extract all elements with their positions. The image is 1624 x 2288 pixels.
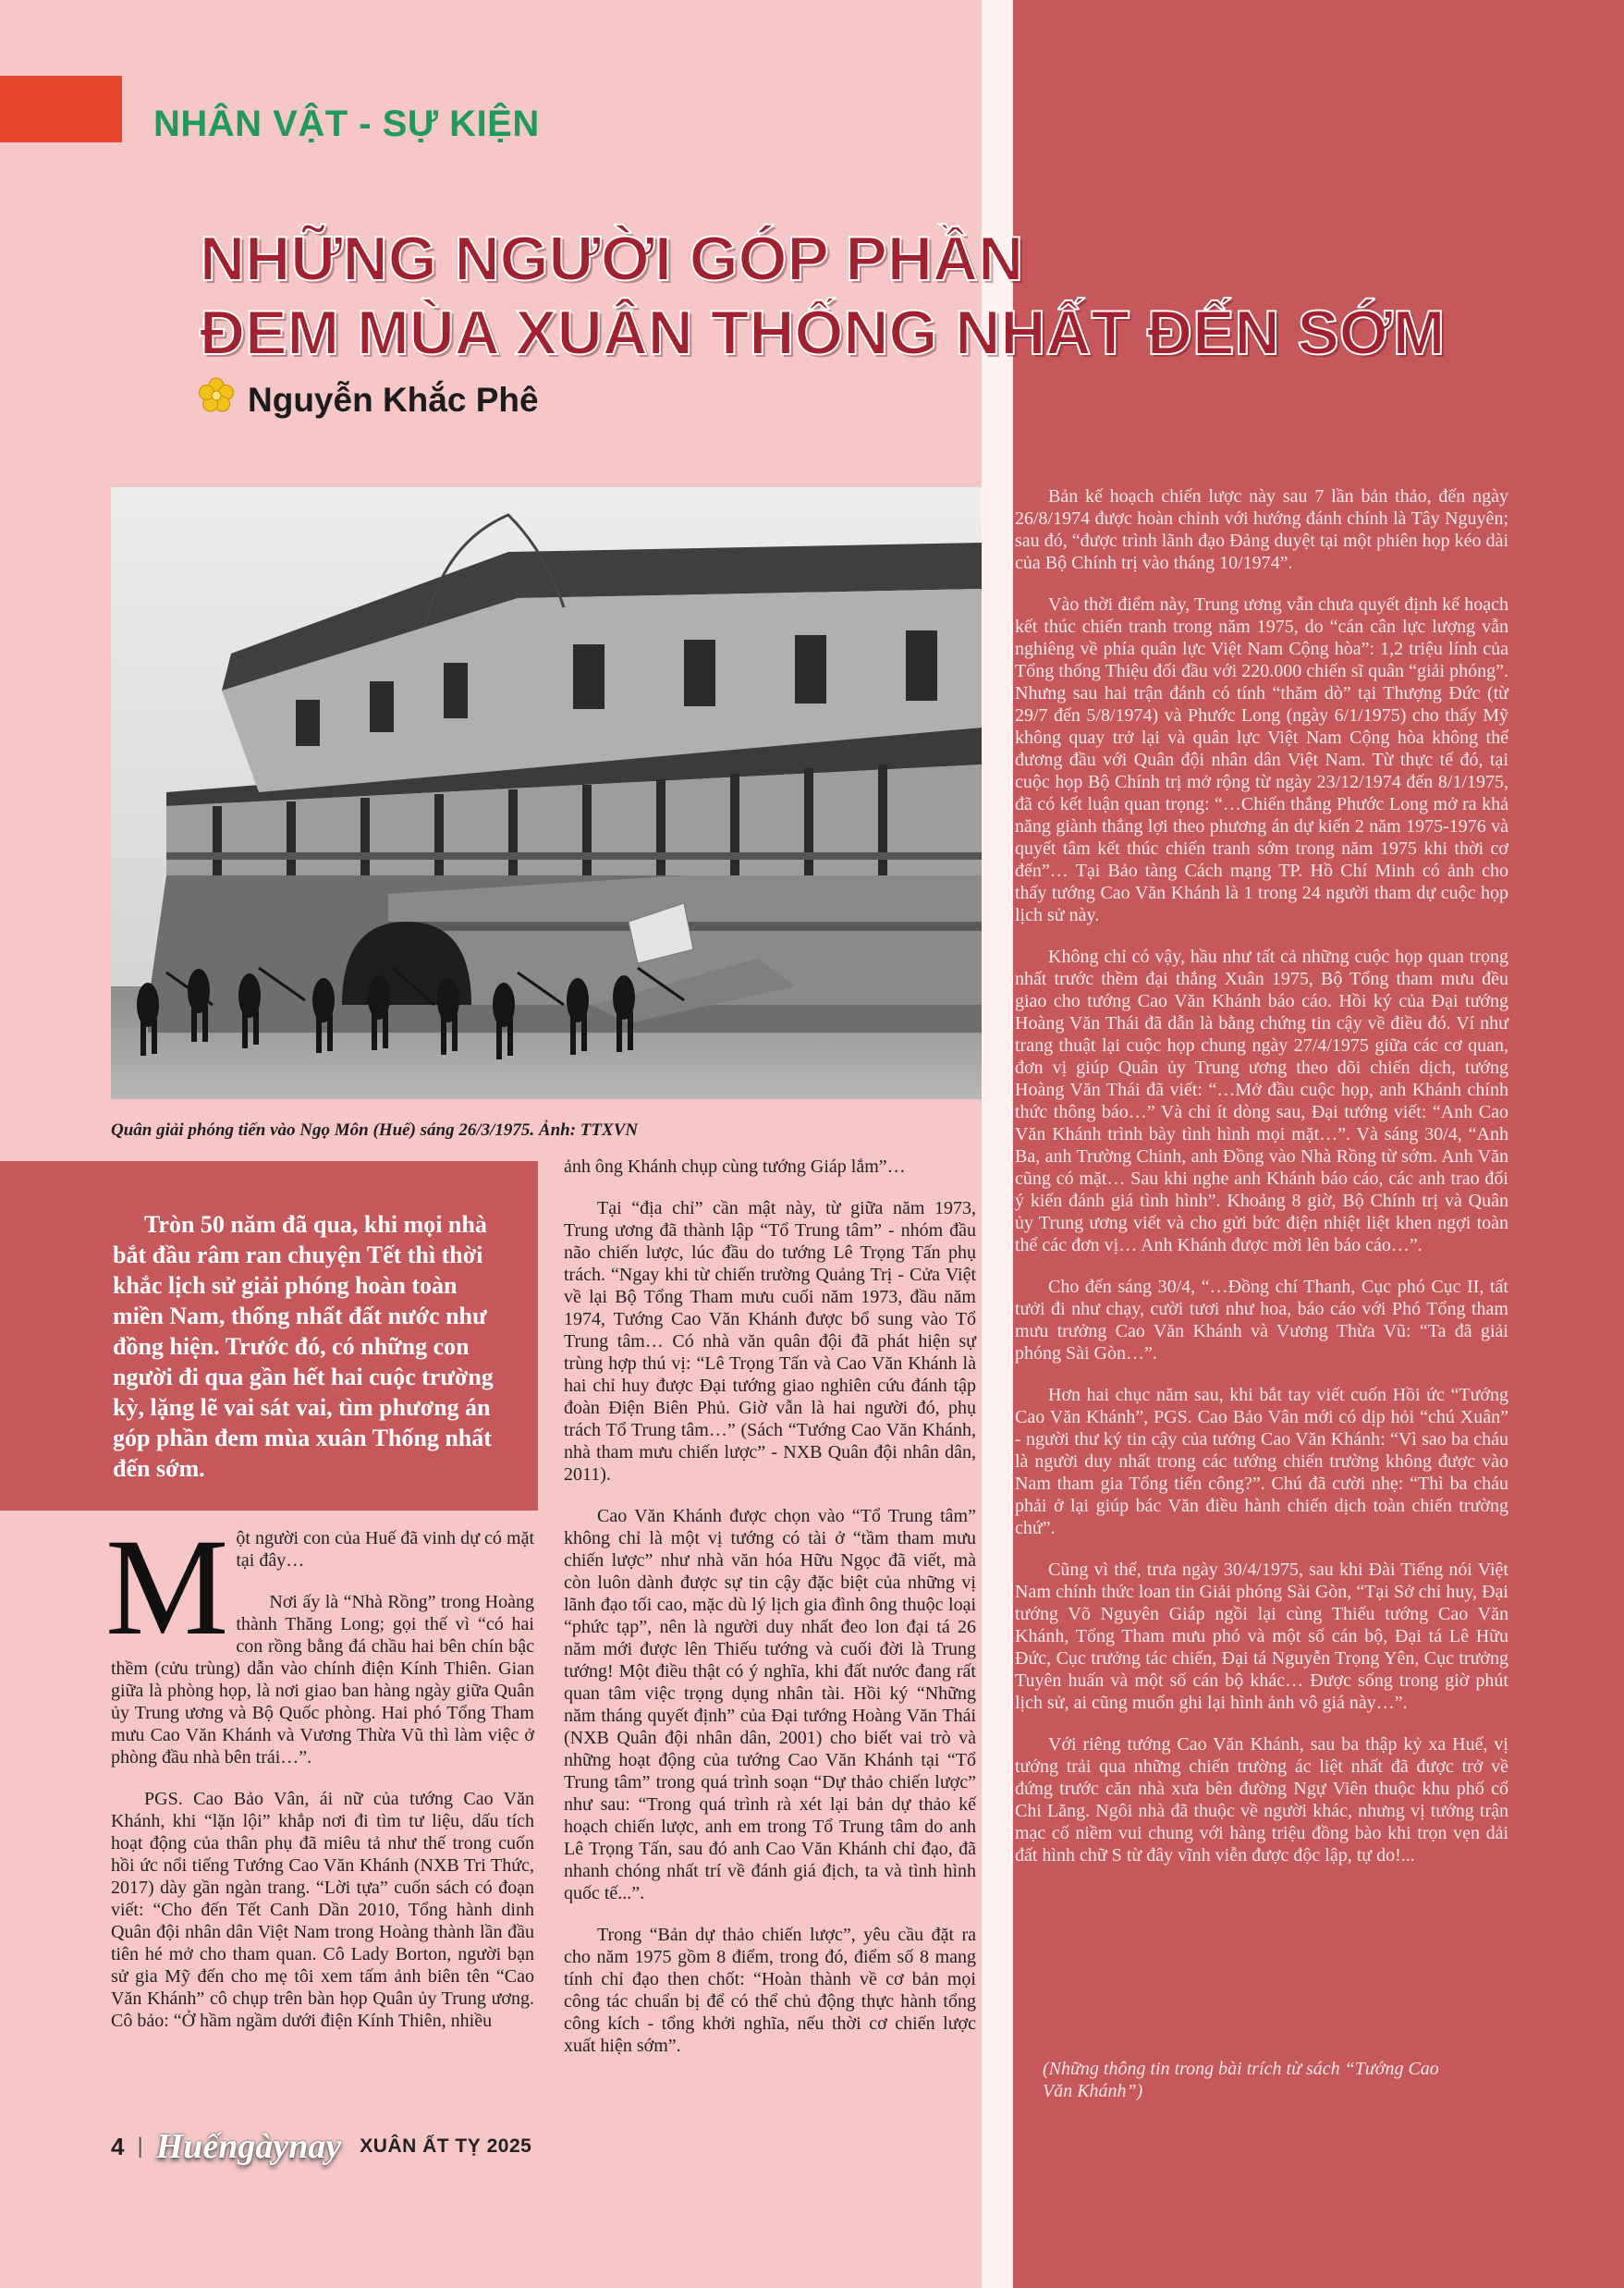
paragraph: Tại “địa chỉ” cần mật này, từ giữa năm 1973, Trung ương đã thành lập “Tổ Trung tâm” - nhóm đầu não chiến lược, lúc đầu do tướng Lê Trọng Tấn phụ trách. “Ngay khi từ chiến trường Quảng Trị - Cửa Việt về lại Bộ Tổng Tham mưu cuối năm 1973, đầu năm 1974, Tướng Cao Văn Khánh được bổ sung vào Tổ Trung tâm… Có nhà văn quân đội đã phát hiện sự trùng hợp thú vị: “Lê Trọng Tấn và Cao Văn Khánh là hai chỉ huy được Đại tướng giao nghiên cứu đánh tập đoàn Điện Biên Phủ. Giờ vẫn là hai người đó, phụ trách Tổ Trung tâm…” (Sách “Tướng Cao Văn Khánh, nhà tham mưu chiến lược” - NXB Quân đội nhân dân, 2011). [564, 1198, 976, 1485]
paragraph: Nơi ấy là “Nhà Rồng” trong Hoàng thành Thăng Long; gọi thế vì “có hai con rồng bằng đá chầu hai bên chín bậc thềm (cửu trùng) dẫn vào chính điện Kính Thiên. Gian giữa là phòng họp, là nơi giao ban hàng ngày giữa Quân ủy Trung ương và Bộ Quốc phòng. Hai phó Tổng Tham mưu Cao Văn Khánh và Vương Thừa Vũ thì làm việc ở phòng đầu nhà bên trái…”. [111, 1592, 534, 1768]
source-note: (Những thông tin trong bài trích từ sách “Tướng Cao Văn Khánh”) [1043, 2059, 1439, 2101]
dropcap-letter: M [105, 1511, 229, 1664]
paragraph: Vào thời điểm này, Trung ương vẫn chưa quyết định kế hoạch kết thúc chiến tranh trong năm 1975, do “cán cân lực lượng vẫn nghiêng về phía quân lực Việt Nam Cộng hòa”: 1,2 triệu lính của Tổng thống Thiệu đối đầu với 220.000 chiến sĩ quân “giải phóng”. Nhưng sau hai trận đánh có tính “thăm dò” tại Thượng Đức (từ 29/7 đến 5/8/1974) và Phước Long (ngày 6/1/1975) cho thấy Mỹ không quay trở lại và quân lực Việt Nam Cộng hòa không thể đương đầu với Quân đội nhân dân Việt Nam. Từ thực tế đó, tại cuộc họp Bộ Chính trị mở rộng từ ngày 23/12/1974 đến 8/1/1975, đã có kết luận quan trọng: “…Chiến thắng Phước Long mở ra khả năng giành thắng lợi theo phương án dự kiến 2 năm 1975-1976 và quyết tâm kết thúc chiến tranh sớm trong năm 1975 khi thời cơ đến”… Tại Bảo tàng Cách mạng TP. Hồ Chí Minh có ảnh cho thấy tướng Cao Văn Khánh là 1 trong 24 người tham dự cuộc họp lịch sử này. [1015, 594, 1508, 925]
article-title [200, 222, 1445, 370]
lead-paragraph: Tròn 50 năm đã qua, khi mọi nhà bắt đầu râm ran chuyện Tết thì thời khắc lịch sử giải phóng hoàn toàn miền Nam, thống nhất đất nước như đồng hiện. Trước đó, có những con người đi qua gần hết hai cuộc trường kỳ, lặng lẽ vai sát vai, tìm phương án góp phần đem mùa xuân Thống nhất đến sớm. [113, 1211, 494, 1482]
paragraph: Bản kế hoạch chiến lược này sau 7 lần bản thảo, đến ngày 26/8/1974 được hoàn chỉnh với hướng đánh chính là Tây Nguyên; sau đó, “được trình lãnh đạo Đảng duyệt tại một phiên họp kéo dài của Bộ Chính trị vào tháng 10/1974”. [1015, 486, 1508, 573]
photo-caption: Quân giải phóng tiến vào Ngọ Môn (Huế) sáng 26/3/1975. Ảnh: TTXVN [111, 1120, 639, 1140]
article-column-1 [105, 1511, 534, 2051]
paragraph: ột người con của Huế đã vinh dự có mặt tại đây… [236, 1528, 534, 1571]
title-line-2: ĐEM MÙA XUÂN THỐNG NHẤT ĐẾN SỚM [200, 298, 1446, 368]
section-label: NHÂN VẬT - SỰ KIỆN [153, 104, 540, 144]
historical-photo [111, 487, 982, 1099]
author-name: Nguyễn Khắc Phê [248, 380, 539, 419]
magazine-logo: Huếngàynay [155, 2127, 342, 2166]
paragraph: Với riêng tướng Cao Văn Khánh, sau ba thập kỷ xa Huế, vị tướng trải qua những chiến trường ác liệt nhất đã được trở về đứng trước căn nhà xưa bên đường Ngự Viên thuộc khu phố cổ Chi Lăng. Ngôi nhà đã thuộc về người khác, nhưng vị tướng trận mạc cố niềm vui chung với hàng triệu đồng bào khi trọn vẹn dải đất hình chữ S từ đây vĩnh viễn được độc lập, tự do!... [1015, 1734, 1508, 1866]
issue-label: XUÂN ẤT TỴ 2025 [360, 2135, 532, 2157]
page-footer [111, 2126, 531, 2167]
paragraph: Cũng vì thế, trưa ngày 30/4/1975, sau khi Đài Tiếng nói Việt Nam chính thức loan tin Giải phóng Sài Gòn, “Tại Sở chỉ huy, Đại tướng Võ Nguyên Giáp ngồi lại cùng Thiếu tướng Cao Văn Khánh, Tổng Tham mưu phó và một số cán bộ, Đại tá Lê Hữu Đức, Cục trưởng tác chiến, Đại tá Nguyễn Trọng Yên, Cục trưởng Tuyên huấn và một số cán bộ khác… Được sống trong giờ phút lịch sử, ai cũng muốn ghi lại hình ảnh vô giá này…”. [1015, 1560, 1508, 1713]
paragraph: Trong “Bản dự thảo chiến lược”, yêu cầu đặt ra cho năm 1975 gồm 8 điểm, trong đó, điểm số 8 mang tính chỉ đạo then chốt: “Hoàn thành về cơ bản mọi công tác chuẩn bị để có thể chủ động thực hành tổng công kích - tổng khởi nghĩa, nếu thời cơ chiến lược xuất hiện sớm”. [564, 1925, 976, 2056]
author-byline [198, 377, 539, 422]
paragraph: Hơn hai chục năm sau, khi bắt tay viết cuốn Hồi ức “Tướng Cao Văn Khánh”, PGS. Cao Bảo Vân mới có dịp hỏi “chú Xuân” - người thư ký tin cậy của tướng Cao Văn Khánh: “Vì sao ba cháu là người duy nhất trong các tướng chiến trường không được vào Nam tham gia Tổng tiến công?”. Chú đã cười nhẹ: “Thì ba cháu phải ở lại giúp bác Văn điều hành chiến dịch toàn chiến trường chứ”. [1015, 1385, 1508, 1538]
article-column-3 [1015, 485, 1508, 1886]
article-column-2 [564, 1156, 976, 2076]
footer-separator: | [137, 2134, 143, 2159]
paragraph: Cao Văn Khánh được chọn vào “Tổ Trung tâm” không chỉ là một vị tướng có tài ở “tầm tham mưu chiến lược” như nhà văn hóa Hữu Ngọc đã viết, mà còn luôn dành được sự tin cậy đặc biệt của những vị lãnh đạo tối cao, mặc dù lý lịch gia đình ông thuộc loại “phức tạp”, nên là người duy nhất đeo lon đại tá 26 năm mới được lên Thiếu tướng và cuối đời là Trung tướng! Một điều thật có ý nghĩa, khi đất nước đang rất quan tâm việc trọng dụng nhân tài. Hồi ký “Những năm tháng quyết định” của Đại tướng Hoàng Văn Thái (NXB Quân đội nhân dân, 2001) cho biết vai trò và những hoạt động của tướng Cao Văn Khánh tại “Tổ Trung tâm” trong quá trình soạn “Dự thảo chiến lược” như sau: “Trong quá trình rà xét lại bản dự thảo kế hoạch chiến lược, anh em trong Tổ Trung tâm do anh Lê Trọng Tấn, sau đó anh Cao Văn Khánh chỉ đạo, đã nhanh chóng nhất trí về đánh giá địch, ta và tình hình quốc tế...”. [564, 1506, 976, 1903]
dropcap-block [105, 1511, 534, 1768]
paragraph: Cho đến sáng 30/4, “…Đồng chí Thanh, Cục phó Cục II, tất tưởi đi như chạy, cười tươi như hoa, báo cáo với Phó Tổng tham mưu trưởng Cao Văn Khánh và Vương Thừa Vũ: “Ta đã giải phóng Sài Gòn…”. [1015, 1277, 1508, 1364]
title-line-1: NHỮNG NGƯỜI GÓP PHẦN [200, 224, 1024, 294]
apricot-blossom-icon [198, 377, 235, 422]
paragraph: PGS. Cao Bảo Vân, ái nữ của tướng Cao Văn Khánh, khi “lặn lội” khắp nơi đi tìm tư liệu, dấu tích hoạt động của thân phụ đã miêu tả như thế trong cuốn hồi ức nổi tiếng Tướng Cao Văn Khánh (NXB Tri Thức, 2017) dày gần ngàn trang. “Lời tựa” cuốn sách có đoạn viết: “Cho đến Tết Canh Dần 2010, Tổng hành dinh Quân đội nhân dân Việt Nam trong Hoàng thành lần đầu tiên hé mở cho tham quan. Cô Lady Borton, người bạn sử gia Mỹ đến cho mẹ tôi xem tấm ảnh biên tên “Cao Văn Khánh” cô chụp trên bàn họp Quân ủy Trung ương. Cô bảo: “Ở hầm ngầm dưới điện Kính Thiên, nhiều [111, 1789, 534, 2031]
paragraph: Không chỉ có vậy, hầu như tất cả những cuộc họp quan trọng nhất trước thềm đại thắng Xuân 1975, Bộ Tổng tham mưu đều giao cho tướng Cao Văn Khánh báo cáo. Hồi ký của Đại tướng Hoàng Văn Thái đã dẫn là bằng chứng tin cậy về điều đó. Ví như trang thuật lại cuộc họp chung ngày 27/4/1975 giữa các cơ quan, đơn vị giúp Quân ủy Trung ương theo dõi chiến dịch, tướng Hoàng Văn Thái đã viết: “…Mở đầu cuộc họp, anh Khánh chính thức thông báo…” Và chỉ ít dòng sau, Đại tướng viết: “Anh Cao Văn Khánh trình bày tình hình mọi mặt…”. Và sáng 30/4, “Anh Ba, anh Trường Chinh, anh Đồng vào Nhà Rồng từ sớm. Anh Văn cũng có mặt… Sau khi nghe anh Khánh báo cáo, các anh trao đổi ý kiến đánh giá tình hình”. Khoảng 8 giờ, Bộ Chính trị và Quân ủy Trung ương viết và cho gửi bức điện nhiệt liệt khen ngợi toàn thể các đơn vị… Anh Khánh được mời lên báo cáo…”. [1015, 947, 1508, 1255]
section-tab-marker [0, 76, 122, 142]
page-number: 4 [111, 2132, 125, 2160]
paragraph: ảnh ông Khánh chụp cùng tướng Giáp lắm”… [564, 1156, 906, 1177]
